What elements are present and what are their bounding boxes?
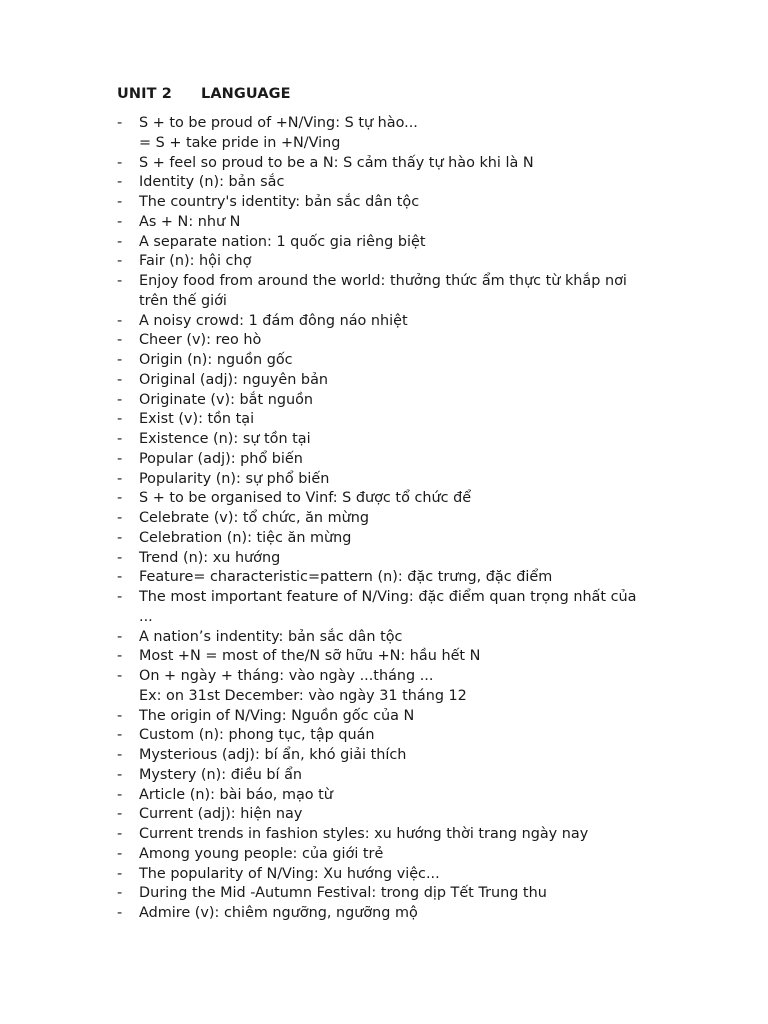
bullet-dash: - xyxy=(117,391,123,408)
bullet-dash: - xyxy=(117,253,123,270)
vocab-entry-text: Most +N = most of the/N sỡ hữu +N: hầu hết N xyxy=(139,648,481,665)
vocab-item xyxy=(117,331,697,351)
bullet-dash: - xyxy=(117,371,123,388)
vocab-entry-text: Mystery (n): điều bí ẩn xyxy=(139,766,303,783)
vocab-entry-text: Trend (n): xu hướng xyxy=(139,549,281,566)
bullet-dash: - xyxy=(117,154,123,171)
vocab-item xyxy=(117,391,697,411)
vocab-item xyxy=(117,430,697,450)
vocab-item xyxy=(117,450,697,470)
bullet-dash: - xyxy=(117,470,123,487)
vocab-item xyxy=(117,489,697,509)
vocab-item xyxy=(117,213,697,233)
vocab-entry-text: S + to be organised to Vinf: S được tổ chức để xyxy=(139,490,472,507)
vocab-entry-text: Among young people: của giới trẻ xyxy=(139,845,384,862)
vocab-item xyxy=(117,746,697,766)
vocab-entry-text: During the Mid -Autumn Festival: trong dịp Tết Trung thu xyxy=(139,885,547,902)
bullet-dash: - xyxy=(117,273,123,289)
vocab-item xyxy=(117,312,697,332)
unit-heading xyxy=(117,86,291,106)
bullet-dash: - xyxy=(117,115,123,131)
vocab-entry-text: Admire (v): chiêm ngưỡng, ngưỡng mộ xyxy=(139,905,418,921)
bullet-dash: - xyxy=(117,194,123,210)
vocab-entry-text: A separate nation: 1 quốc gia riêng biệt xyxy=(139,233,426,250)
bullet-dash: - xyxy=(117,549,123,566)
vocab-entry-text: S + feel so proud to be a N: S cảm thấy tự hào khi là N xyxy=(139,154,534,171)
vocab-entry-text: The popularity of N/Ving: Xu hướng việc... xyxy=(139,865,440,882)
bullet-dash: - xyxy=(117,668,123,684)
vocab-item xyxy=(117,233,697,253)
vocab-entry-text: The origin of N/Ving: Nguồn gốc của N xyxy=(139,707,415,724)
vocab-item xyxy=(117,509,697,529)
vocab-entry-text: A nation’s indentity: bản sắc dân tộc xyxy=(139,628,403,645)
vocab-entry-text: As + N: như N xyxy=(139,213,241,230)
bullet-dash: - xyxy=(117,786,123,803)
vocab-item xyxy=(117,154,697,174)
vocab-item xyxy=(117,193,697,213)
vocab-entry-text: Fair (n): hội chợ xyxy=(139,253,252,270)
vocab-item xyxy=(117,766,697,786)
vocab-entry-text: Popular (adj): phổ biến xyxy=(139,450,303,467)
vocab-item xyxy=(117,707,697,727)
vocab-item xyxy=(117,568,697,588)
vocab-item xyxy=(117,667,697,707)
bullet-dash: - xyxy=(117,490,123,507)
bullet-dash: - xyxy=(117,865,123,882)
bullet-dash: - xyxy=(117,628,123,645)
vocab-item xyxy=(117,904,697,924)
vocab-entry-text: The most important feature of N/Ving: đặc điểm quan trọng nhất của xyxy=(139,589,637,605)
bullet-dash: - xyxy=(117,727,123,744)
vocab-entry-text: Celebration (n): tiệc ăn mừng xyxy=(139,529,352,546)
vocab-entry-text: Mysterious (adj): bí ẩn, khó giải thích xyxy=(139,747,407,763)
vocab-item xyxy=(117,588,697,628)
vocabulary-list xyxy=(117,114,697,924)
vocab-item xyxy=(117,351,697,371)
vocab-entry-text: Custom (n): phong tục, tập quán xyxy=(139,727,375,744)
vocab-item xyxy=(117,628,697,648)
bullet-dash: - xyxy=(117,747,123,763)
vocab-entry-text: Identity (n): bản sắc xyxy=(139,174,285,191)
vocab-entry-text: Article (n): bài báo, mạo từ xyxy=(139,786,333,803)
vocab-entry-continuation: Ex: on 31st December: vào ngày 31 tháng 12 xyxy=(139,687,467,704)
vocab-item xyxy=(117,371,697,391)
vocab-item xyxy=(117,786,697,806)
bullet-dash: - xyxy=(117,213,123,230)
vocab-entry-text: Cheer (v): reo hò xyxy=(139,332,262,349)
bullet-dash: - xyxy=(117,905,123,921)
vocab-entry-continuation: = S + take pride in +N/Ving xyxy=(139,134,341,151)
vocab-entry-continuation: trên thế giới xyxy=(139,292,227,309)
vocab-entry-text: Enjoy food from around the world: thưởng thức ẩm thực từ khắp nơi xyxy=(139,273,627,289)
vocab-entry-continuation: ... xyxy=(139,608,153,625)
vocab-entry-text: S + to be proud of +N/Ving: S tự hào... xyxy=(139,115,418,131)
bullet-dash: - xyxy=(117,766,123,783)
vocab-entry-text: Popularity (n): sự phổ biến xyxy=(139,470,330,487)
vocab-item xyxy=(117,549,697,569)
bullet-dash: - xyxy=(117,826,123,842)
vocab-item xyxy=(117,252,697,272)
bullet-dash: - xyxy=(117,648,123,665)
vocab-entry-text: On + ngày + tháng: vào ngày ...tháng ... xyxy=(139,668,434,684)
bullet-dash: - xyxy=(117,529,123,546)
vocab-entry-text: Existence (n): sự tồn tại xyxy=(139,431,311,447)
vocab-item xyxy=(117,114,697,154)
bullet-dash: - xyxy=(117,431,123,447)
vocab-entry-text: Originate (v): bắt nguồn xyxy=(139,391,314,408)
vocab-entry-text: Feature= characteristic=pattern (n): đặc trưng, đặc điểm xyxy=(139,569,553,586)
bullet-dash: - xyxy=(117,806,123,823)
vocab-item xyxy=(117,865,697,885)
bullet-dash: - xyxy=(117,411,123,428)
vocab-entry-text: Origin (n): nguồn gốc xyxy=(139,352,293,368)
vocab-entry-text: Celebrate (v): tổ chức, ăn mừng xyxy=(139,510,370,526)
bullet-dash: - xyxy=(117,707,123,724)
vocab-item xyxy=(117,647,697,667)
vocab-item xyxy=(117,726,697,746)
bullet-dash: - xyxy=(117,332,123,349)
vocab-item xyxy=(117,884,697,904)
unit-number: UNIT 2 xyxy=(117,86,172,102)
vocab-item xyxy=(117,470,697,490)
bullet-dash: - xyxy=(117,352,123,368)
vocab-item xyxy=(117,825,697,845)
vocab-item xyxy=(117,845,697,865)
bullet-dash: - xyxy=(117,174,123,191)
vocab-entry-text: Original (adj): nguyên bản xyxy=(139,371,329,388)
vocab-item xyxy=(117,173,697,193)
bullet-dash: - xyxy=(117,589,123,605)
vocab-item xyxy=(117,272,697,312)
vocab-entry-text: The country's identity: bản sắc dân tộc xyxy=(139,194,420,210)
vocab-entry-text: A noisy crowd: 1 đám đông náo nhiệt xyxy=(139,312,408,329)
bullet-dash: - xyxy=(117,510,123,526)
bullet-dash: - xyxy=(117,450,123,467)
vocab-item xyxy=(117,410,697,430)
vocab-entry-text: Exist (v): tồn tại xyxy=(139,411,255,428)
vocab-entry-text: Current (adj): hiện nay xyxy=(139,806,303,823)
bullet-dash: - xyxy=(117,569,123,586)
bullet-dash: - xyxy=(117,885,123,902)
bullet-dash: - xyxy=(117,312,123,329)
vocab-item xyxy=(117,529,697,549)
bullet-dash: - xyxy=(117,233,123,250)
unit-title: LANGUAGE xyxy=(201,86,291,102)
vocab-entry-text: Current trends in fashion styles: xu hướng thời trang ngày nay xyxy=(139,826,589,842)
vocab-item xyxy=(117,805,697,825)
bullet-dash: - xyxy=(117,845,123,862)
